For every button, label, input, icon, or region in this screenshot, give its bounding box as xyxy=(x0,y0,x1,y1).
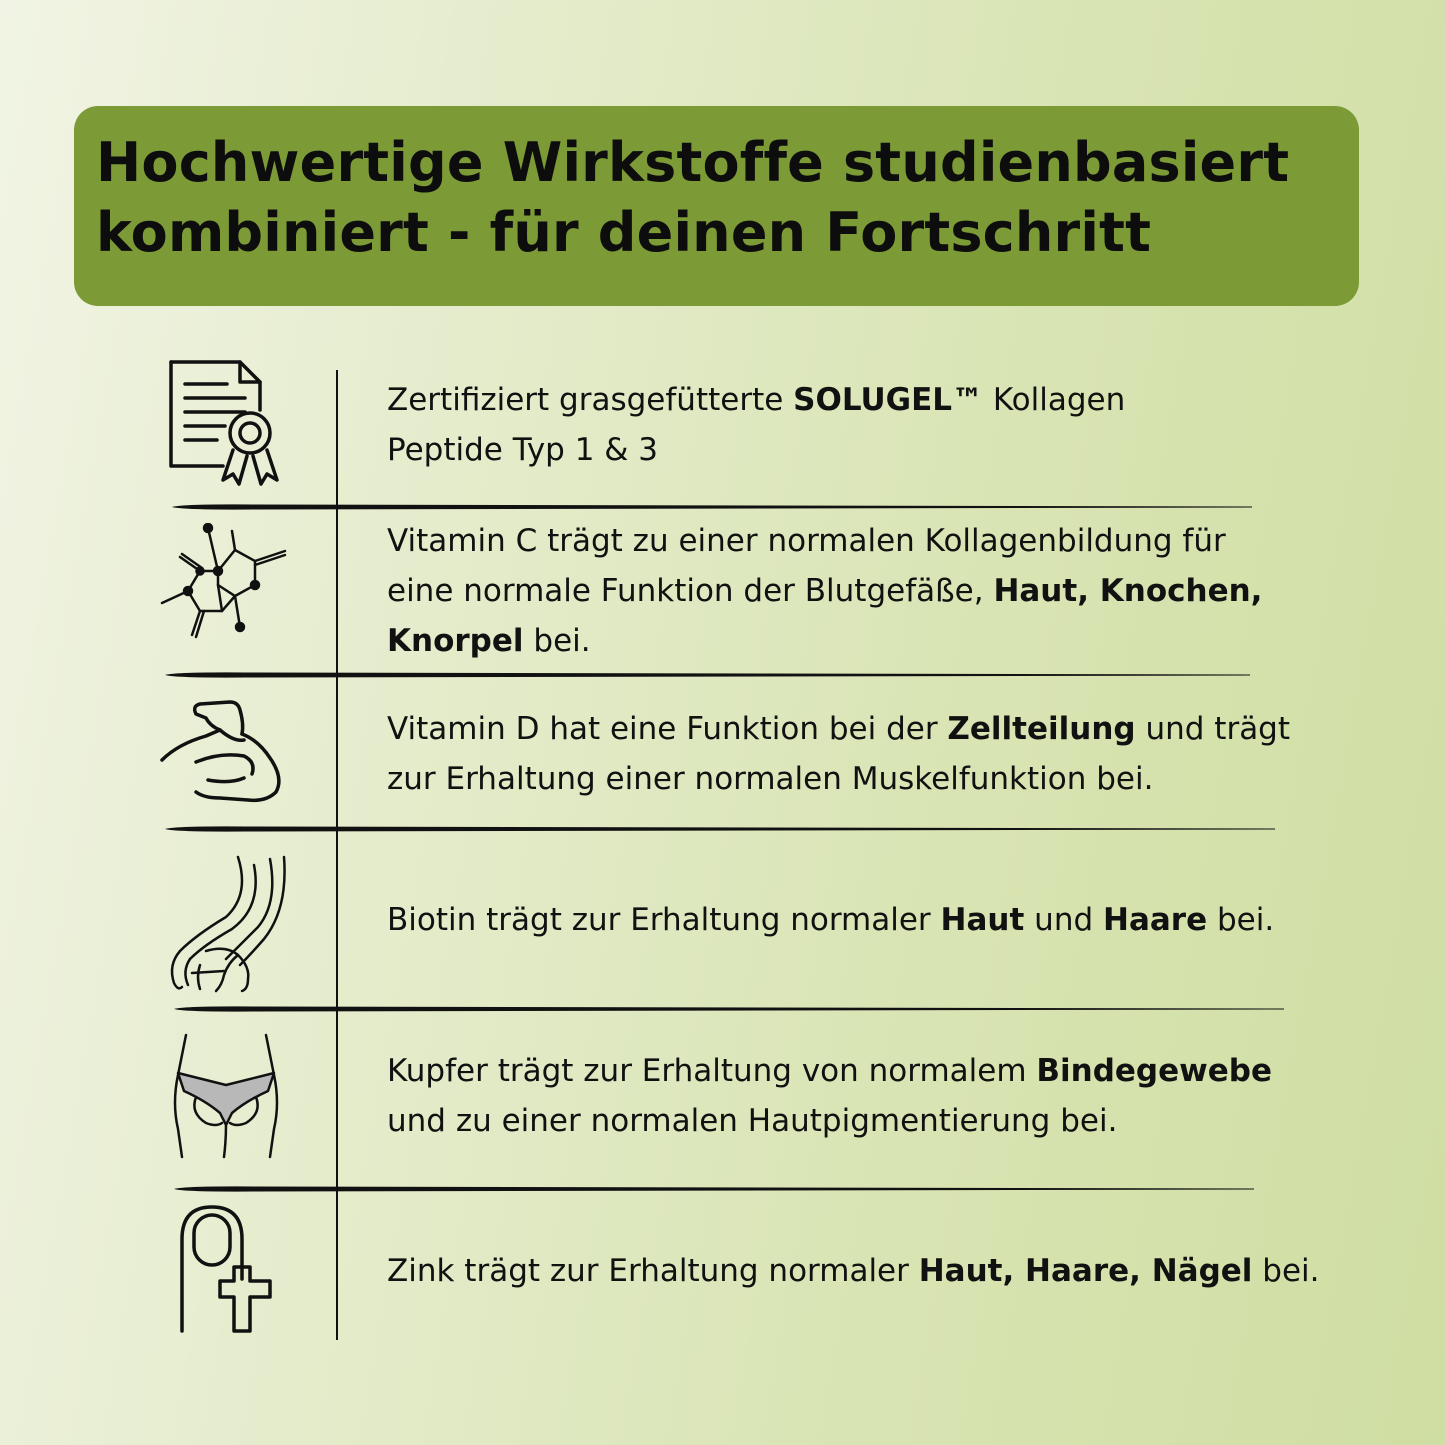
row-text-collagen xyxy=(387,375,1125,475)
zinc-pre: Zink trägt zur Erhaltung normaler xyxy=(387,1253,919,1289)
vertical-divider xyxy=(336,370,338,1340)
vitamin-c-line3-post: bei. xyxy=(523,623,591,659)
certificate-icon xyxy=(165,358,283,490)
vitamin-c-line1: Vitamin C trägt zu einer normalen Kollagenbildung für xyxy=(387,523,1226,559)
copper-line2: und zu einer normalen Hautpigmentierung bei. xyxy=(387,1103,1118,1139)
biotin-post: bei. xyxy=(1207,902,1275,938)
collagen-line2: Peptide Typ 1 & 3 xyxy=(387,432,659,468)
vitamin-d-bold: Zellteilung xyxy=(947,711,1136,747)
collagen-brand: SOLUGEL™ xyxy=(793,382,984,418)
body-skin-icon xyxy=(172,1033,280,1159)
vitamin-d-line2: zur Erhaltung einer normalen Muskelfunktion bei. xyxy=(387,761,1154,797)
vitamin-c-line2-pre: eine normale Funktion der Blutgefäße, xyxy=(387,573,994,609)
vitamin-d-pre: Vitamin D hat eine Funktion bei der xyxy=(387,711,948,747)
page-title xyxy=(96,128,1289,268)
row-text-biotin xyxy=(387,895,1274,945)
collagen-post: Kollagen xyxy=(983,382,1126,418)
title-banner xyxy=(74,106,1359,306)
vitamin-c-line3-bold: Knorpel xyxy=(387,623,524,659)
separator-4 xyxy=(174,1005,1284,1011)
title-line-2: kombiniert - für deinen Fortschritt xyxy=(96,201,1152,264)
biotin-bold-2: Haare xyxy=(1103,902,1208,938)
zinc-bold: Haut, Haare, Nägel xyxy=(918,1253,1253,1289)
hair-icon xyxy=(166,855,290,993)
row-text-zinc xyxy=(387,1246,1320,1296)
vitamin-c-line2-bold: Haut, Knochen, xyxy=(993,573,1263,609)
muscle-arm-icon xyxy=(158,700,288,806)
molecule-icon xyxy=(160,523,292,645)
biotin-bold-1: Haut xyxy=(940,902,1025,938)
row-text-vitamin-c xyxy=(387,516,1262,666)
collagen-pre: Zertifiziert grasgefütterte xyxy=(387,382,794,418)
title-line-1: Hochwertige Wirkstoffe studienbasiert xyxy=(96,131,1290,194)
separator-2 xyxy=(165,671,1250,677)
copper-bold: Bindegewebe xyxy=(1036,1053,1273,1089)
nail-plus-icon xyxy=(178,1203,278,1337)
zinc-post: bei. xyxy=(1252,1253,1320,1289)
separator-3 xyxy=(165,825,1275,831)
biotin-mid: und xyxy=(1024,902,1103,938)
biotin-pre: Biotin trägt zur Erhaltung normaler xyxy=(387,902,941,938)
vitamin-d-post: und trägt xyxy=(1135,711,1291,747)
separator-1 xyxy=(172,503,1252,509)
copper-pre: Kupfer trägt zur Erhaltung von normalem xyxy=(387,1053,1037,1089)
row-text-vitamin-d xyxy=(387,704,1290,804)
separator-5 xyxy=(174,1185,1254,1191)
row-text-copper xyxy=(387,1046,1272,1146)
